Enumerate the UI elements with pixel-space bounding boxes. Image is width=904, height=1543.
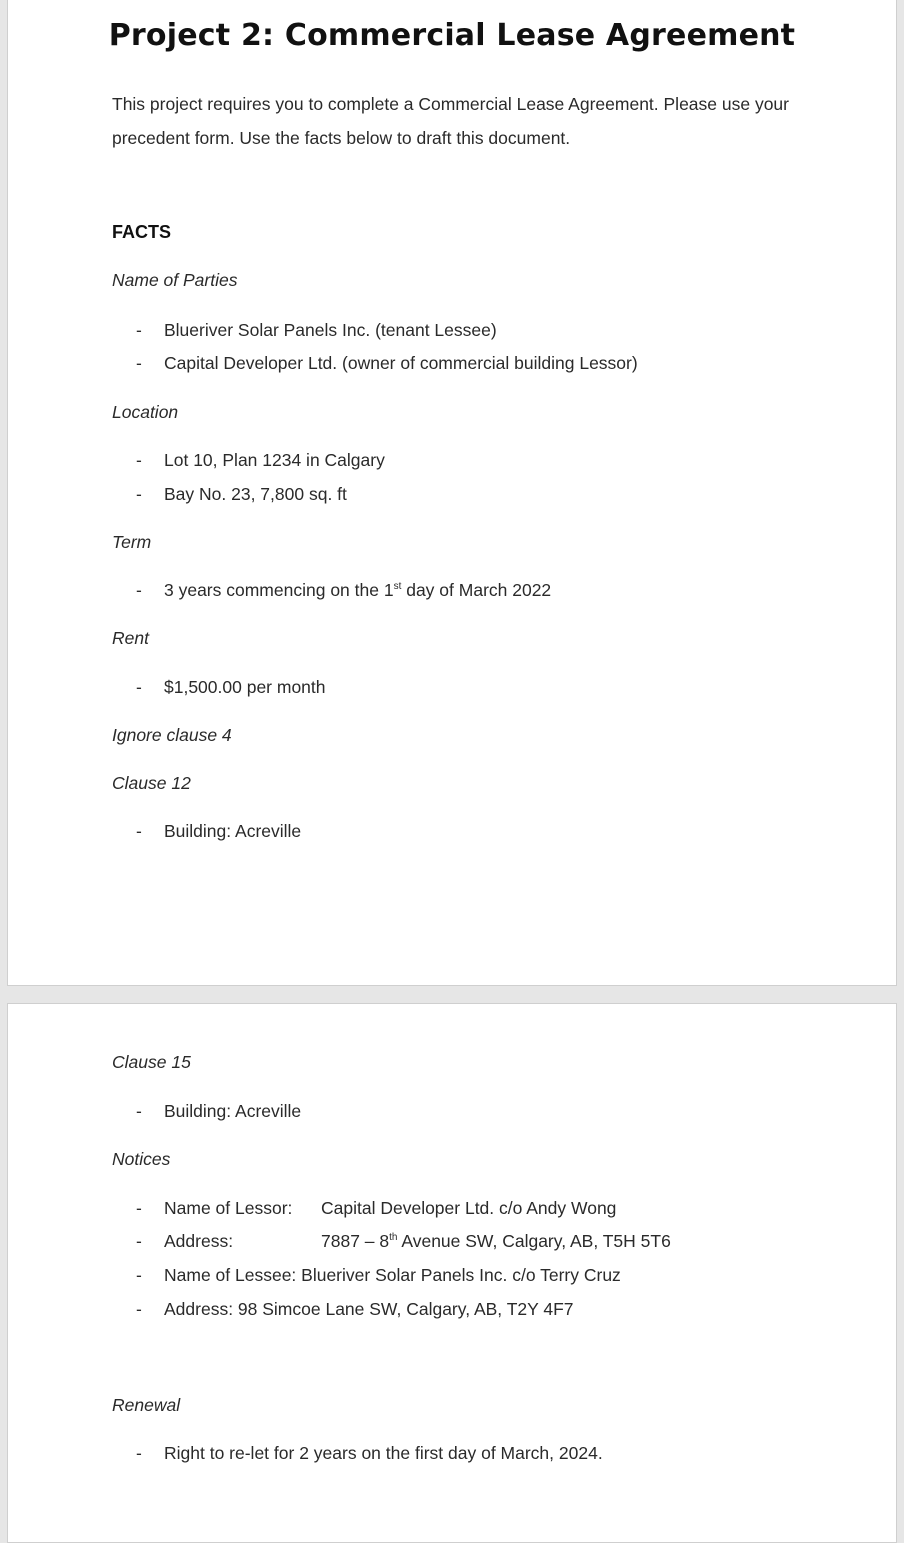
- rent-heading: Rent: [112, 628, 149, 648]
- list-item: [136, 450, 385, 471]
- lessor-address-label: Address:: [164, 1231, 234, 1251]
- ignore-clause-note: Ignore clause 4: [112, 725, 232, 745]
- bullet-dash: -: [136, 484, 142, 504]
- lessee-address: Address: 98 Simcoe Lane SW, Calgary, AB, T2Y 4F7: [164, 1299, 574, 1319]
- bullet-dash: -: [136, 1265, 142, 1285]
- list-item: [136, 1265, 621, 1286]
- renewal-heading: Renewal: [112, 1395, 181, 1415]
- list-item: [136, 320, 497, 341]
- page-title: Project 2: Commercial Lease Agreement: [108, 18, 796, 53]
- bullet-dash: -: [136, 580, 142, 600]
- list-item: [136, 1443, 603, 1464]
- clause15-heading: Clause 15: [112, 1052, 191, 1072]
- rent-amount: $1,500.00 per month: [164, 677, 326, 697]
- document-page-2: [7, 1003, 897, 1543]
- party-lessee: Blueriver Solar Panels Inc. (tenant Lessee): [164, 320, 497, 340]
- list-item: [136, 1299, 574, 1320]
- parties-heading: Name of Parties: [112, 270, 238, 290]
- clause12-heading: Clause 12: [112, 773, 191, 793]
- document-page-1: [7, 0, 897, 986]
- list-item: [136, 821, 301, 842]
- lessor-value: Capital Developer Ltd. c/o Andy Wong: [321, 1198, 617, 1218]
- term-heading: Term: [112, 532, 152, 552]
- facts-heading: FACTS: [112, 222, 172, 242]
- list-item: [136, 1101, 301, 1122]
- lessor-address-prefix: 7887 – 8: [321, 1231, 390, 1251]
- lessor-label: Name of Lessor:: [164, 1198, 293, 1218]
- bullet-dash: -: [136, 353, 142, 373]
- clause15-building: Building: Acreville: [164, 1101, 302, 1121]
- bullet-dash: -: [136, 1443, 142, 1463]
- bullet-dash: -: [136, 1231, 142, 1251]
- party-lessor: Capital Developer Ltd. (owner of commercial building Lessor): [164, 353, 638, 373]
- bullet-dash: -: [136, 821, 142, 841]
- term-prefix: 3 years commencing on the 1: [164, 580, 394, 600]
- renewal-text: Right to re-let for 2 years on the first day of March, 2024.: [164, 1443, 603, 1463]
- bullet-dash: -: [136, 320, 142, 340]
- lessor-address-sup: th: [389, 1232, 398, 1244]
- lessee-name: Name of Lessee: Blueriver Solar Panels Inc. c/o Terry Cruz: [164, 1265, 621, 1285]
- term-suffix: day of March 2022: [401, 580, 552, 600]
- location-heading: Location: [112, 402, 179, 422]
- bullet-dash: -: [136, 1101, 142, 1121]
- bullet-dash: -: [136, 1198, 142, 1218]
- list-item: [136, 353, 638, 374]
- lessor-address-suffix: Avenue SW, Calgary, AB, T5H 5T6: [397, 1231, 671, 1251]
- list-item: [136, 1198, 616, 1219]
- bullet-dash: -: [136, 1299, 142, 1319]
- intro-paragraph: This project requires you to complete a Commercial Lease Agreement. Please use your precedent form. Use the facts below to draft this document.: [112, 94, 789, 148]
- term-text: [164, 580, 551, 600]
- location-bay: Bay No. 23, 7,800 sq. ft: [164, 484, 347, 504]
- location-lot: Lot 10, Plan 1234 in Calgary: [164, 450, 385, 470]
- list-item: [136, 677, 326, 698]
- list-item: [136, 1231, 671, 1252]
- term-sup: st: [393, 581, 402, 593]
- clause12-building: Building: Acreville: [164, 821, 302, 841]
- bullet-dash: -: [136, 677, 142, 697]
- lessor-address-value: [321, 1231, 671, 1251]
- notices-heading: Notices: [112, 1149, 171, 1169]
- list-item: [136, 580, 551, 601]
- list-item: [136, 484, 347, 505]
- bullet-dash: -: [136, 450, 142, 470]
